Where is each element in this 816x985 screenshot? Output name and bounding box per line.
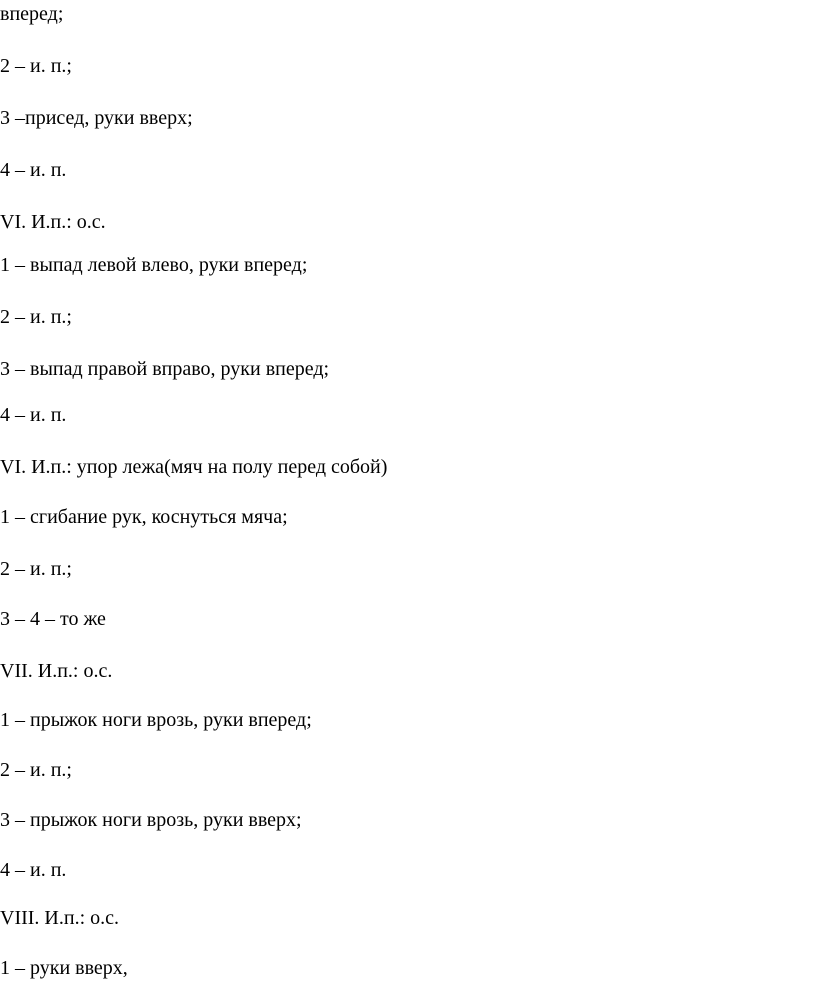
- text-line: 2 – и. п.;: [0, 759, 72, 781]
- text-line: VI. И.п.: упор лежа(мяч на полу перед собой): [0, 456, 388, 478]
- text-line: 3 – прыжок ноги врозь, руки вверх;: [0, 809, 302, 831]
- text-line: 4 – и. п.: [0, 404, 67, 426]
- text-line: 1 – выпад левой влево, руки вперед;: [0, 254, 308, 276]
- text-line: VII. И.п.: о.с.: [0, 660, 113, 682]
- text-line: 3 –присед, руки вверх;: [0, 107, 193, 129]
- text-line: 2 – и. п.;: [0, 55, 72, 77]
- text-line: VIII. И.п.: о.с.: [0, 907, 120, 929]
- text-line: 2 – и. п.;: [0, 306, 72, 328]
- text-line: 3 – 4 – то же: [0, 608, 106, 630]
- text-line: вперед;: [0, 3, 64, 25]
- text-line: 1 – сгибание рук, коснуться мяча;: [0, 506, 288, 528]
- text-line: 1 – руки вверх,: [0, 957, 128, 979]
- text-line: 4 – и. п.: [0, 159, 67, 181]
- text-line: 1 – прыжок ноги врозь, руки вперед;: [0, 709, 312, 731]
- text-line: 2 – и. п.;: [0, 558, 72, 580]
- text-line: VI. И.п.: о.с.: [0, 211, 106, 233]
- text-line: 3 – выпад правой вправо, руки вперед;: [0, 358, 330, 380]
- text-line: 4 – и. п.: [0, 859, 67, 881]
